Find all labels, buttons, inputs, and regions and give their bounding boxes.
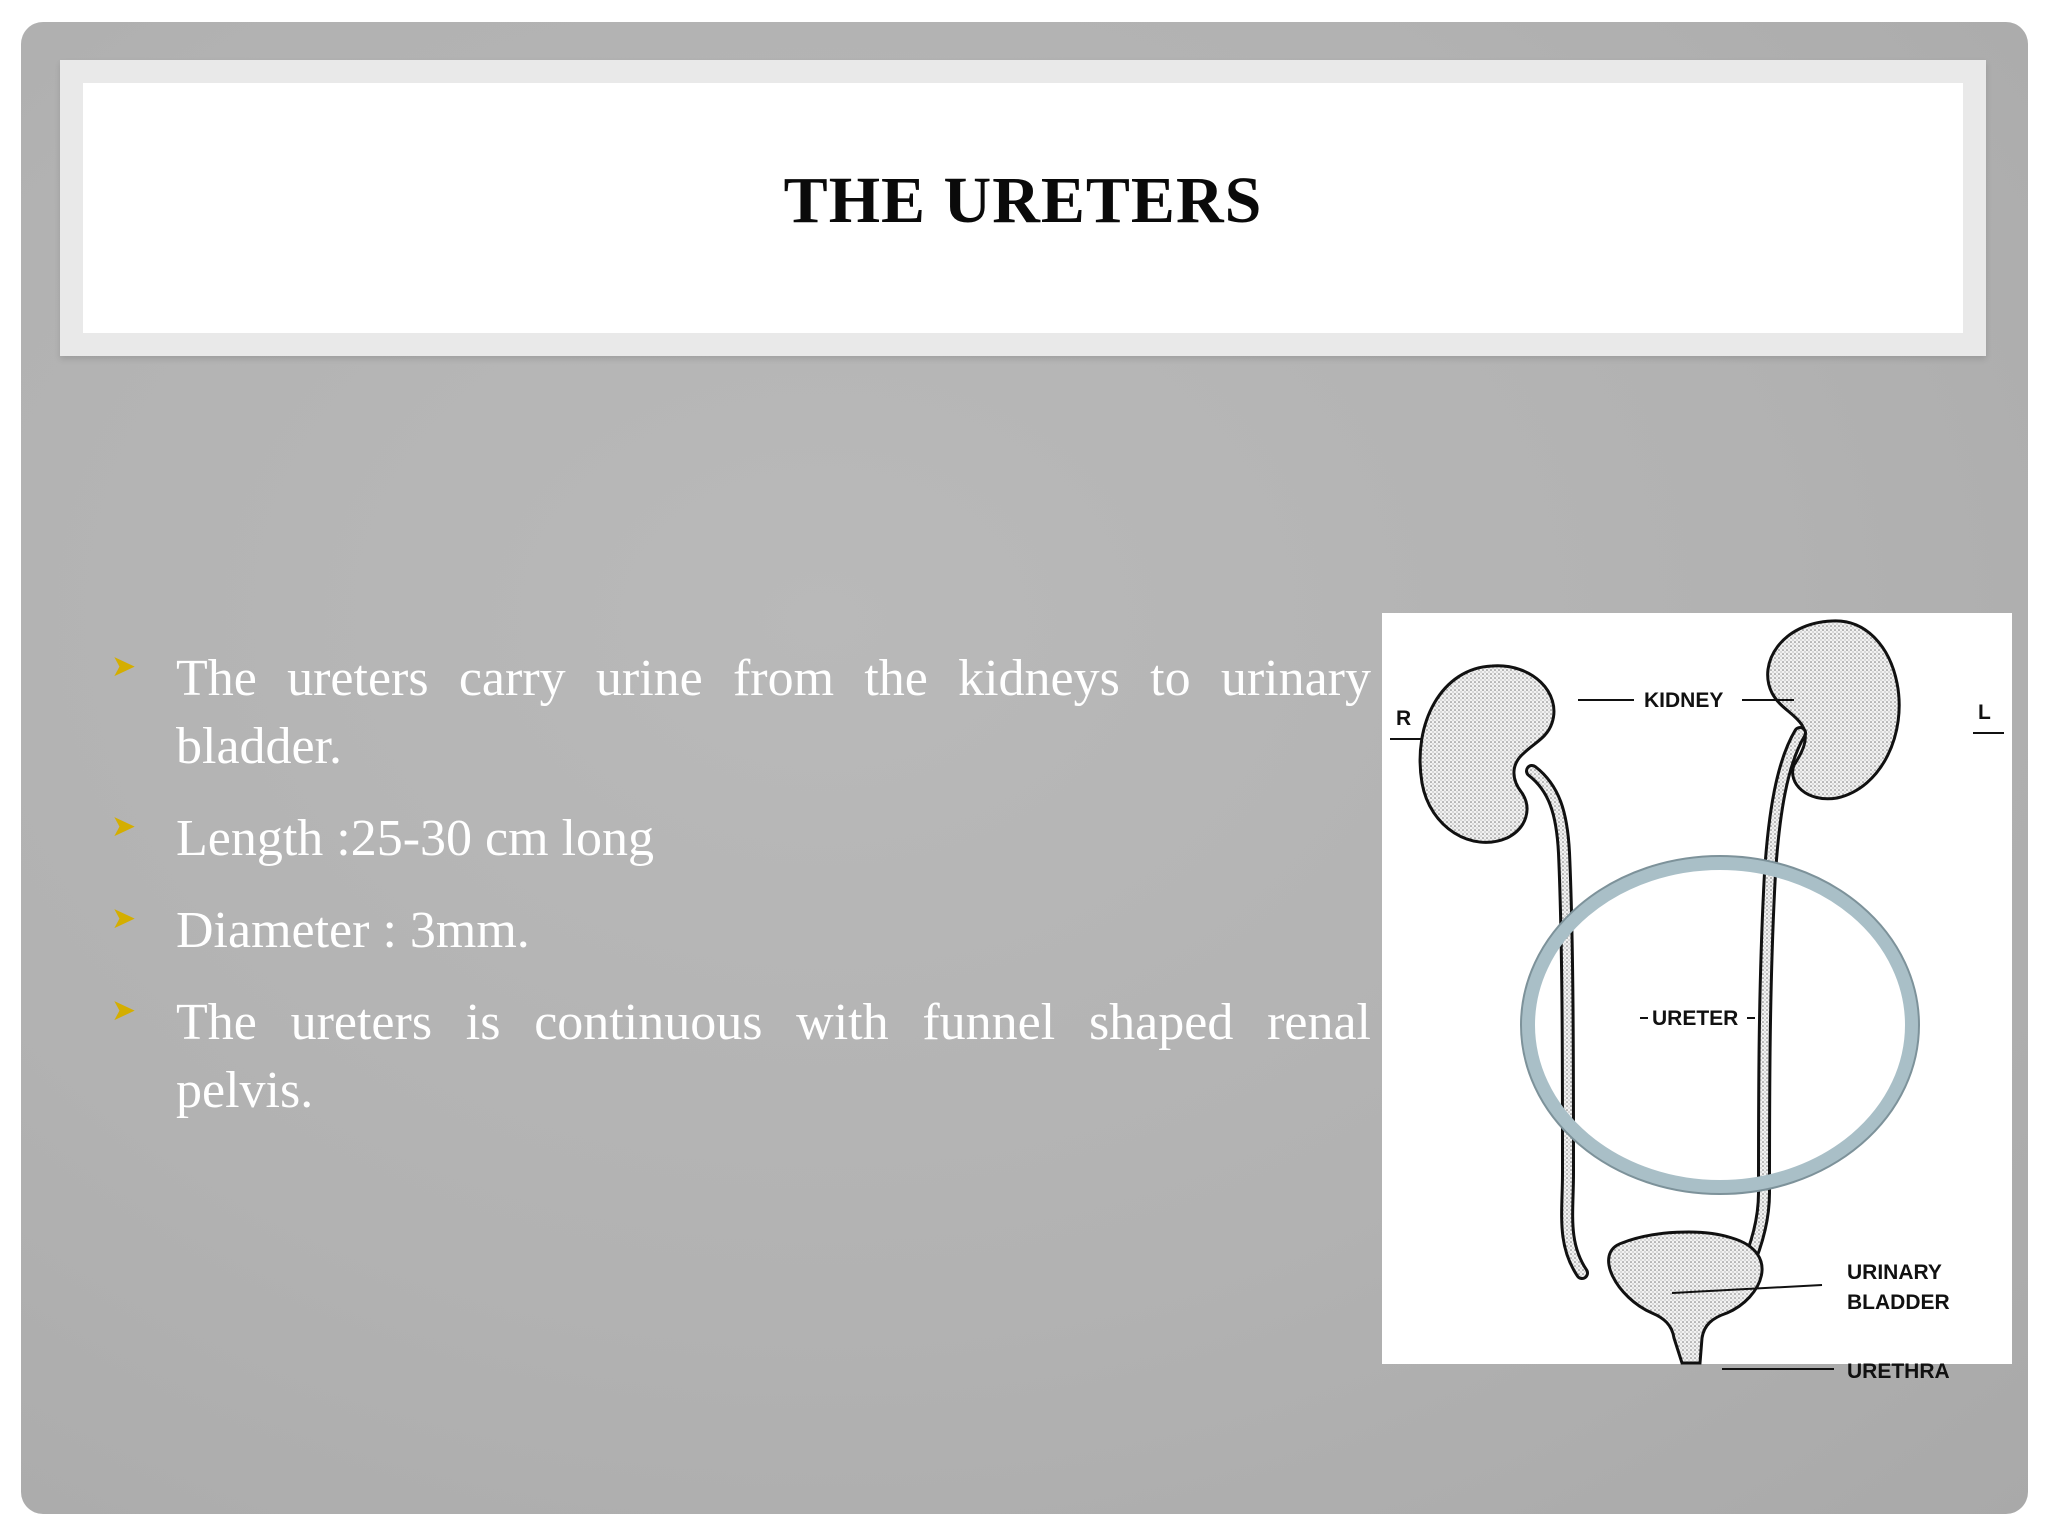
slide	[21, 22, 2028, 1514]
urinary-system-diagram	[1382, 613, 2012, 1383]
bullet-text: The ureters carry urine from the kidneys to urinary bladder.	[176, 650, 1371, 775]
right-kidney	[1420, 666, 1554, 843]
left-ureter	[1742, 733, 1800, 1278]
bullet-item	[101, 645, 1371, 781]
label-ureter: URETER	[1652, 1007, 1739, 1030]
right-ureter	[1532, 771, 1582, 1273]
label-bladder-line2: BLADDER	[1847, 1291, 1950, 1314]
label-right: R	[1396, 707, 1412, 730]
bullet-list	[101, 645, 1371, 1149]
arrow-bullet-icon: ➤	[111, 810, 137, 843]
bullet-item	[101, 989, 1371, 1125]
label-kidney: KIDNEY	[1644, 689, 1724, 712]
bullet-text: Diameter : 3mm.	[176, 902, 530, 959]
bullet-text: The ureters is continuous with funnel shaped renal pelvis.	[176, 994, 1371, 1119]
bullet-text: Length :25-30 cm long	[176, 810, 655, 867]
urinary-system-svg	[1382, 613, 2012, 1383]
title-frame	[60, 60, 1986, 356]
label-urethra: URETHRA	[1847, 1360, 1950, 1383]
urinary-bladder	[1609, 1232, 1762, 1363]
bullet-item	[101, 897, 1371, 965]
slide-title: THE URETERS	[783, 164, 1263, 237]
bullet-item	[101, 805, 1371, 873]
arrow-bullet-icon: ➤	[111, 994, 137, 1027]
arrow-bullet-icon: ➤	[111, 902, 137, 935]
arrow-bullet-icon: ➤	[111, 650, 137, 683]
label-bladder-line1: URINARY	[1847, 1261, 1942, 1284]
title-box	[83, 83, 1963, 333]
label-left: L	[1978, 701, 1991, 724]
